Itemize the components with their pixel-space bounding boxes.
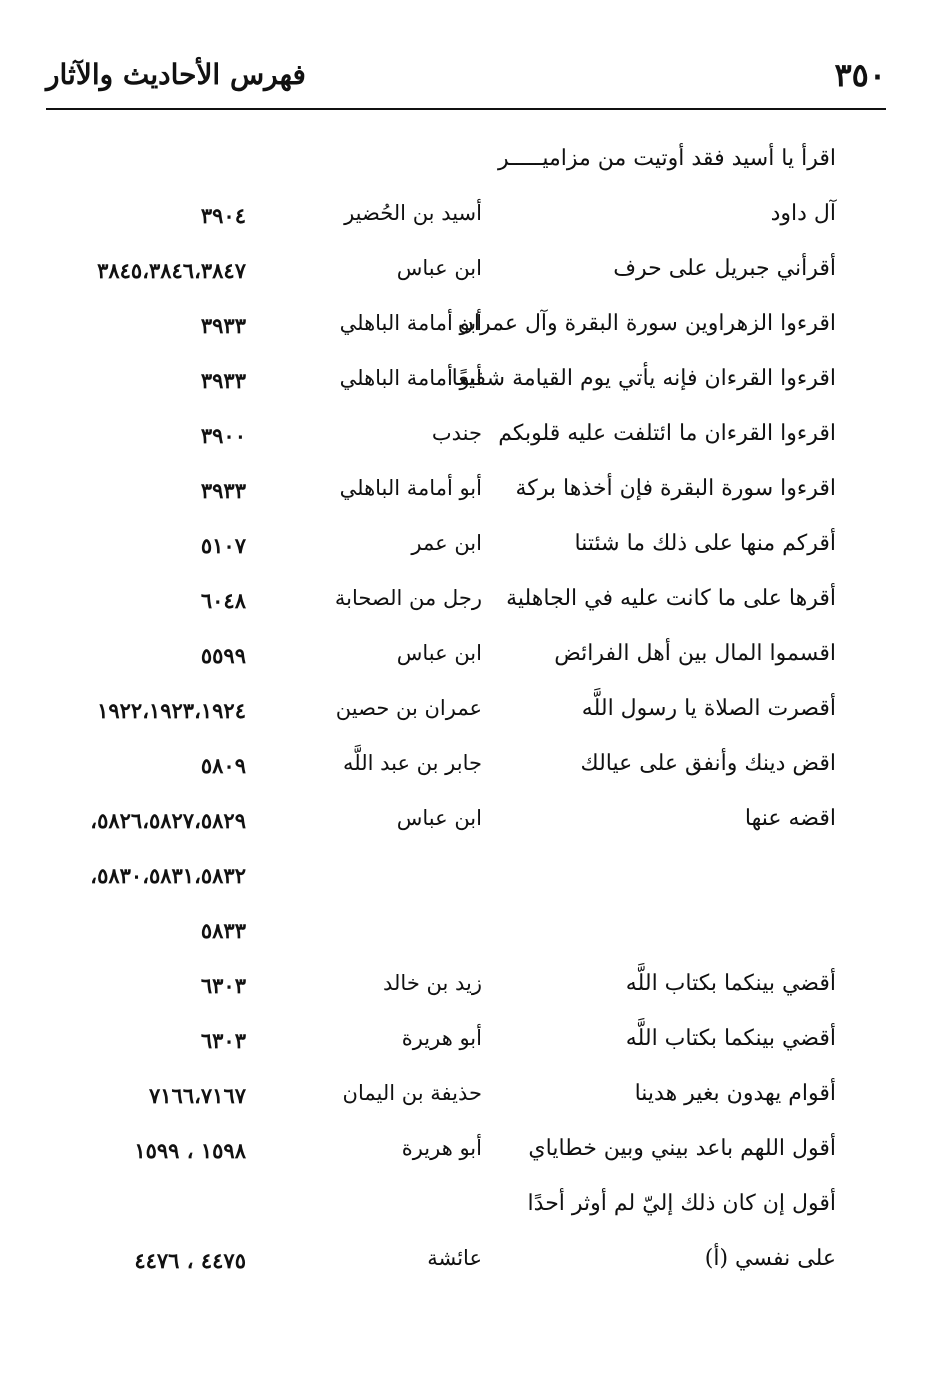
index-entry — [0, 138, 932, 193]
hadith-text: أقرأني جبريل على حرف — [613, 256, 836, 281]
narrator: أبو أمامة الباهلي — [339, 476, 482, 500]
narrator: أبو هريرة — [401, 1026, 482, 1050]
index-entry — [0, 908, 932, 963]
page-title: فهرس الأحاديث والآثار — [46, 58, 306, 91]
narrator: ابن عباس — [396, 641, 482, 665]
hadith-text: على نفسي (أ) — [704, 1246, 836, 1271]
index-entry — [0, 248, 932, 303]
hadith-numbers: ٣٩٣٣ — [200, 478, 246, 503]
hadith-numbers: ٥٨٣٣ — [200, 918, 246, 943]
hadith-numbers: ٥١٠٧ — [200, 533, 246, 558]
hadith-text: أقصرت الصلاة يا رسول اللَّه — [581, 696, 836, 721]
narrator: أسيد بن الحُضير — [344, 201, 482, 225]
index-entry — [0, 1073, 932, 1128]
index-entry — [0, 743, 932, 798]
index-entry — [0, 303, 932, 358]
hadith-text: اقضه عنها — [744, 806, 836, 831]
narrator: أبو أمامة الباهلي — [339, 366, 482, 390]
index-entry — [0, 193, 932, 248]
hadith-text: أقول اللهم باعد بيني وبين خطاياي — [528, 1136, 836, 1161]
index-entry — [0, 468, 932, 523]
narrator: عائشة — [427, 1246, 482, 1270]
index-entry — [0, 1128, 932, 1183]
narrator: ابن عباس — [396, 256, 482, 280]
hadith-numbers: ٣٩٣٣ — [200, 313, 246, 338]
hadith-numbers: ٦٠٤٨ — [200, 588, 246, 613]
hadith-text: اقض دينك وأنفق على عيالك — [580, 751, 836, 776]
hadith-numbers: ٣٩٠٠ — [200, 423, 246, 448]
hadith-numbers: ١٥٩٨ ، ١٥٩٩ — [134, 1138, 246, 1163]
hadith-text: أقرها على ما كانت عليه في الجاهلية — [506, 586, 836, 611]
hadith-index-list — [0, 138, 932, 1293]
index-entry — [0, 853, 932, 908]
page-number: ٣٥٠ — [834, 56, 886, 94]
hadith-text: أقضي بينكما بكتاب اللَّه — [625, 1026, 836, 1051]
hadith-numbers: ٥٨٠٩ — [200, 753, 246, 778]
narrator: ابن عباس — [396, 806, 482, 830]
index-entry — [0, 633, 932, 688]
hadith-text: أقضي بينكما بكتاب اللَّه — [625, 971, 836, 996]
hadith-numbers: ٥٨٣٠،٥٨٣١،٥٨٣٢، — [90, 863, 246, 888]
narrator: زيد بن خالد — [383, 971, 482, 995]
narrator: حذيفة بن اليمان — [342, 1081, 482, 1105]
hadith-numbers: ١٩٢٢،١٩٢٣،١٩٢٤ — [97, 698, 246, 723]
narrator: عمران بن حصين — [335, 696, 482, 720]
narrator: رجل من الصحابة — [334, 586, 482, 610]
index-entry — [0, 798, 932, 853]
index-entry — [0, 1018, 932, 1073]
hadith-numbers: ٣٨٤٥،٣٨٤٦،٣٨٤٧ — [97, 258, 246, 283]
hadith-text: آل داود — [770, 201, 836, 226]
hadith-numbers: ٤٤٧٥ ، ٤٤٧٦ — [134, 1248, 246, 1273]
hadith-text: اقرأ يا أسيد فقد أوتيت من مزاميـــــر — [497, 146, 836, 171]
narrator: جابر بن عبد اللَّه — [342, 751, 482, 775]
hadith-numbers: ٥٨٢٦،٥٨٢٧،٥٨٢٩، — [90, 808, 246, 833]
hadith-numbers: ٦٣٠٣ — [200, 973, 246, 998]
hadith-numbers: ٣٩٣٣ — [200, 368, 246, 393]
narrator: ابن عمر — [411, 531, 482, 555]
hadith-text: أقوام يهدون بغير هدينا — [634, 1081, 836, 1106]
hadith-numbers: ٦٣٠٣ — [200, 1028, 246, 1053]
hadith-text: أقول إن كان ذلك إليّ لم أوثر أحدًا — [527, 1191, 836, 1216]
hadith-text: اقرءوا سورة البقرة فإن أخذها بركة — [515, 476, 836, 501]
narrator: أبو هريرة — [401, 1136, 482, 1160]
hadith-numbers: ٥٥٩٩ — [200, 643, 246, 668]
index-entry — [0, 1238, 932, 1293]
narrator: أبو أمامة الباهلي — [339, 311, 482, 335]
hadith-text: اقرءوا الزهراوين سورة البقرة وآل عمران — [457, 311, 836, 336]
narrator: جندب — [431, 421, 482, 445]
hadith-text: اقسموا المال بين أهل الفرائض — [554, 641, 836, 666]
hadith-text: أقركم منها على ذلك ما شئتنا — [574, 531, 836, 556]
hadith-numbers: ٧١٦٦،٧١٦٧ — [148, 1083, 246, 1108]
index-entry — [0, 358, 932, 413]
index-entry — [0, 578, 932, 633]
index-entry — [0, 413, 932, 468]
hadith-text: اقرءوا القرءان ما ائتلفت عليه قلوبكم — [498, 421, 836, 446]
index-entry — [0, 523, 932, 578]
page-header — [46, 48, 886, 110]
index-entry — [0, 963, 932, 1018]
index-entry — [0, 1183, 932, 1238]
hadith-text: اقرءوا القرءان فإنه يأتي يوم القيامة شفيعًا — [451, 366, 836, 391]
hadith-numbers: ٣٩٠٤ — [200, 203, 246, 228]
index-entry — [0, 688, 932, 743]
